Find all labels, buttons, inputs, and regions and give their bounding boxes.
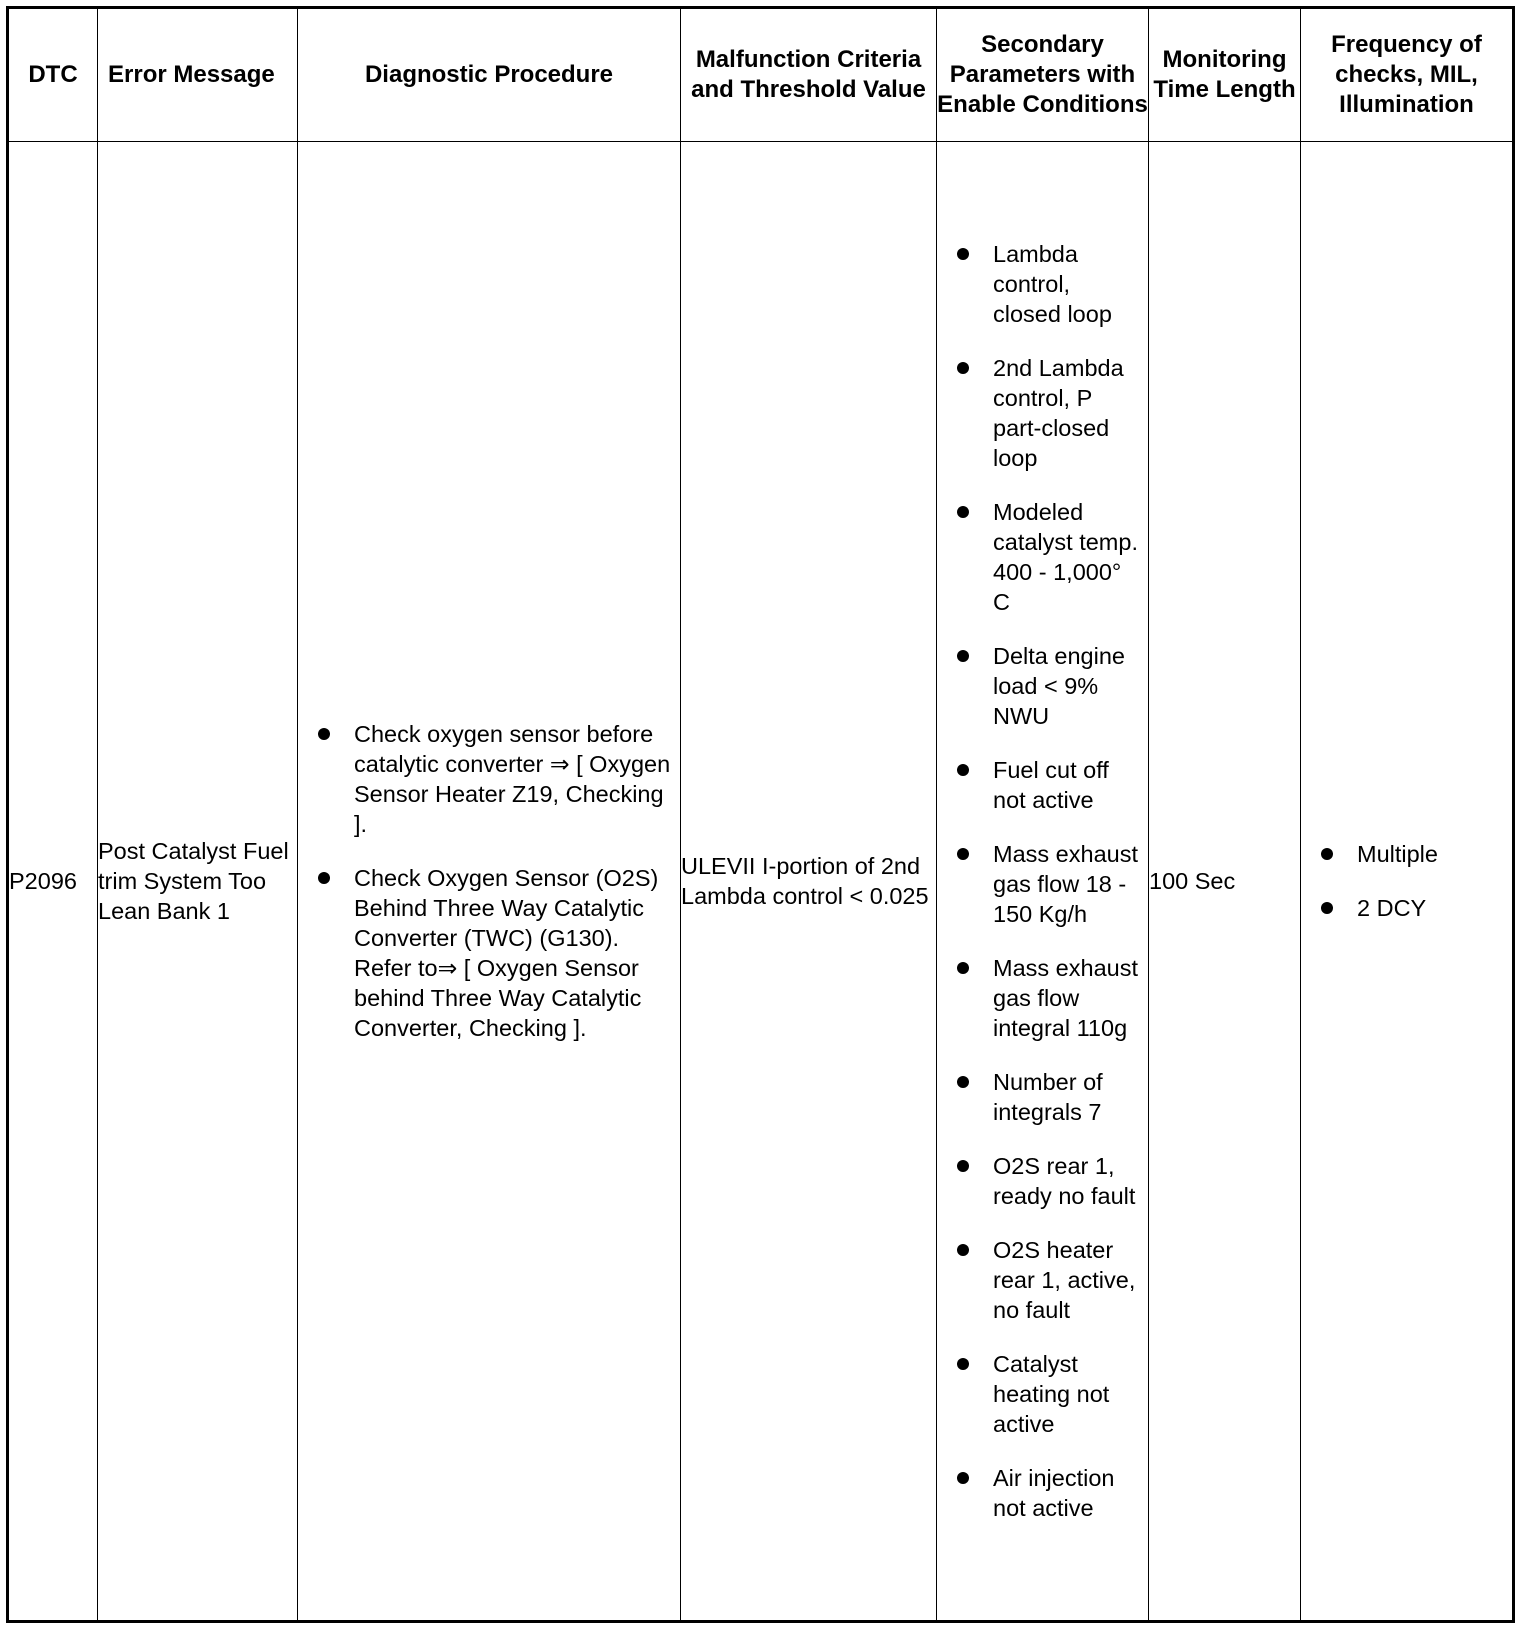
secondary-parameter: Mass exhaust gas flow integral 110g (993, 953, 1142, 1043)
secondary-parameter: O2S heater rear 1, active, no fault (993, 1235, 1142, 1325)
secondary-parameter: Catalyst heating not active (993, 1349, 1142, 1439)
secondary-parameter: Lambda control, closed loop (993, 239, 1142, 329)
table-row (8, 142, 1514, 1622)
diagnostic-step: Check Oxygen Sensor (O2S) Behind Three Way Catalytic Converter (TWC) (G130). Refer to⇒ [ Oxygen Sensor behind Three Way Catalytic Converter, Checking ]. (354, 863, 674, 1043)
frequency-item: Multiple (1357, 839, 1512, 869)
header-frequency: Frequency of checks, MIL, Illumination (1301, 8, 1514, 142)
dtc-table (6, 6, 1515, 1623)
diagnostic-procedure-cell (298, 142, 681, 1622)
secondary-parameter: Mass exhaust gas flow 18 - 150 Kg/h (993, 839, 1142, 929)
frequency-item: 2 DCY (1357, 893, 1512, 923)
header-secondary-parameters: Secondary Parameters with Enable Conditions (937, 8, 1149, 142)
secondary-parameter: Number of integrals 7 (993, 1067, 1142, 1127)
secondary-parameters-cell (937, 142, 1149, 1622)
secondary-parameter: O2S rear 1, ready no fault (993, 1151, 1142, 1211)
secondary-parameter: Modeled catalyst temp. 400 - 1,000° C (993, 497, 1142, 617)
secondary-parameter: Fuel cut off not active (993, 755, 1142, 815)
malfunction-criteria: ULEVII I-portion of 2nd Lambda control < 0.025 (681, 142, 937, 1622)
header-error-message: Error Message (98, 8, 298, 142)
diagnostic-step: Check oxygen sensor before catalytic converter ⇒ [ Oxygen Sensor Heater Z19, Checking ]. (354, 719, 674, 839)
diagnostic-procedure-list (298, 719, 680, 1043)
secondary-parameter: 2nd Lambda control, P part-closed loop (993, 353, 1142, 473)
header-row (8, 8, 1514, 142)
secondary-parameters-list (937, 239, 1148, 1523)
frequency-cell (1301, 142, 1514, 1622)
monitoring-time: 100 Sec (1149, 142, 1301, 1622)
secondary-parameter: Delta engine load < 9% NWU (993, 641, 1142, 731)
frequency-list (1301, 839, 1512, 923)
header-diagnostic-procedure: Diagnostic Procedure (298, 8, 681, 142)
secondary-parameter: Air injection not active (993, 1463, 1142, 1523)
error-message: Post Catalyst Fuel trim System Too Lean Bank 1 (98, 142, 298, 1622)
dtc-code: P2096 (8, 142, 98, 1622)
header-monitoring-time: Monitoring Time Length (1149, 8, 1301, 142)
header-malfunction-criteria: Malfunction Criteria and Threshold Value (681, 8, 937, 142)
header-dtc: DTC (8, 8, 98, 142)
